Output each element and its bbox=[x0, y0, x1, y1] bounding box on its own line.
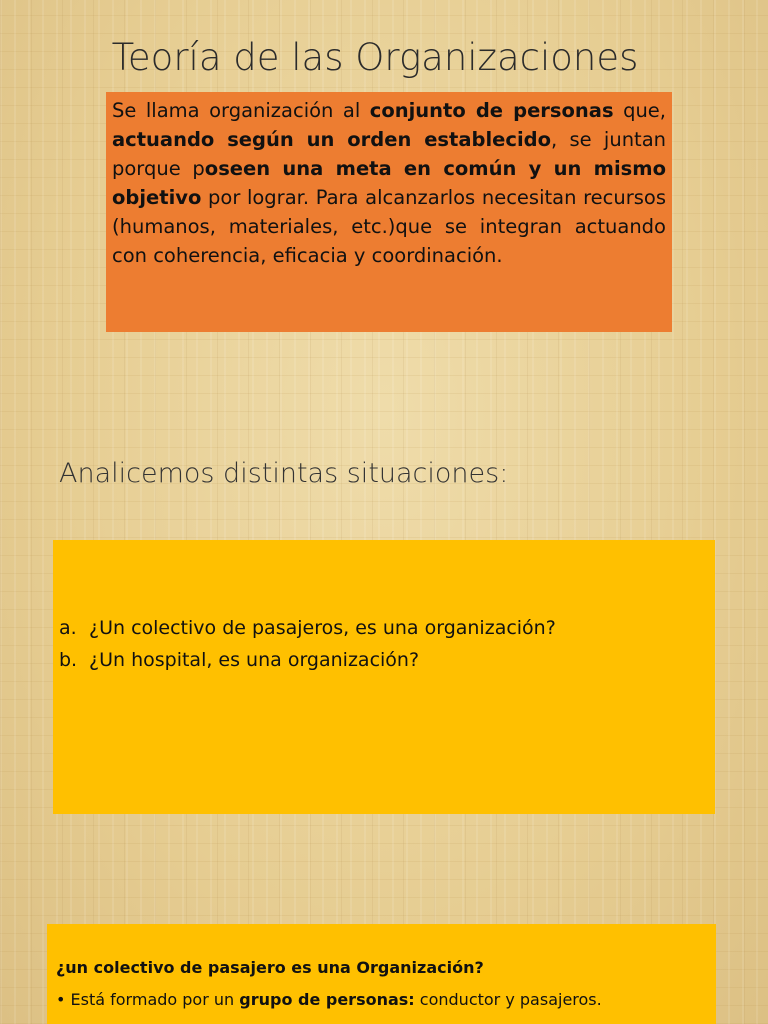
answer-text-bold: grupo de personas: bbox=[239, 990, 415, 1009]
answer-text-pre: Está formado por un bbox=[65, 990, 240, 1009]
question-marker: a. bbox=[59, 617, 77, 639]
question-marker: b. bbox=[59, 649, 78, 671]
definition-part-4: por lograr. Para alcanzarlos necesitan recursos (humanos, materiales, etc.)que se integran actuando con coherencia, eficacia y coordinación. bbox=[112, 186, 666, 267]
answer-bullet-line bbox=[56, 990, 602, 1009]
questions-box bbox=[53, 540, 715, 814]
answer-heading: ¿un colectivo de pasajero es una Organización? bbox=[56, 958, 484, 977]
definition-part-2: que, bbox=[613, 99, 667, 122]
definition-text bbox=[112, 96, 666, 270]
question-text: ¿Un colectivo de pasajeros, es una organización? bbox=[89, 617, 556, 639]
bullet-icon: • bbox=[56, 990, 66, 1009]
question-item bbox=[59, 644, 556, 676]
questions-list bbox=[59, 612, 556, 676]
definition-bold-2: actuando según un orden establecido bbox=[112, 128, 551, 151]
answer-text-post: conductor y pasajeros. bbox=[414, 990, 602, 1009]
section-subtitle: Analicemos distintas situaciones: bbox=[59, 458, 509, 489]
question-item bbox=[59, 612, 556, 644]
definition-box bbox=[106, 92, 672, 332]
definition-bold-3: oseen una meta en común y un mismo objetivo bbox=[112, 157, 666, 209]
definition-bold-1: conjunto de personas bbox=[369, 99, 614, 122]
definition-part-3: , se juntan porque p bbox=[112, 128, 667, 180]
question-text: ¿Un hospital, es una organización? bbox=[89, 649, 420, 671]
slide-title: Teoría de las Organizaciones bbox=[111, 36, 639, 79]
definition-part-1: Se llama organización al bbox=[112, 99, 370, 122]
answer-box bbox=[47, 924, 716, 1024]
